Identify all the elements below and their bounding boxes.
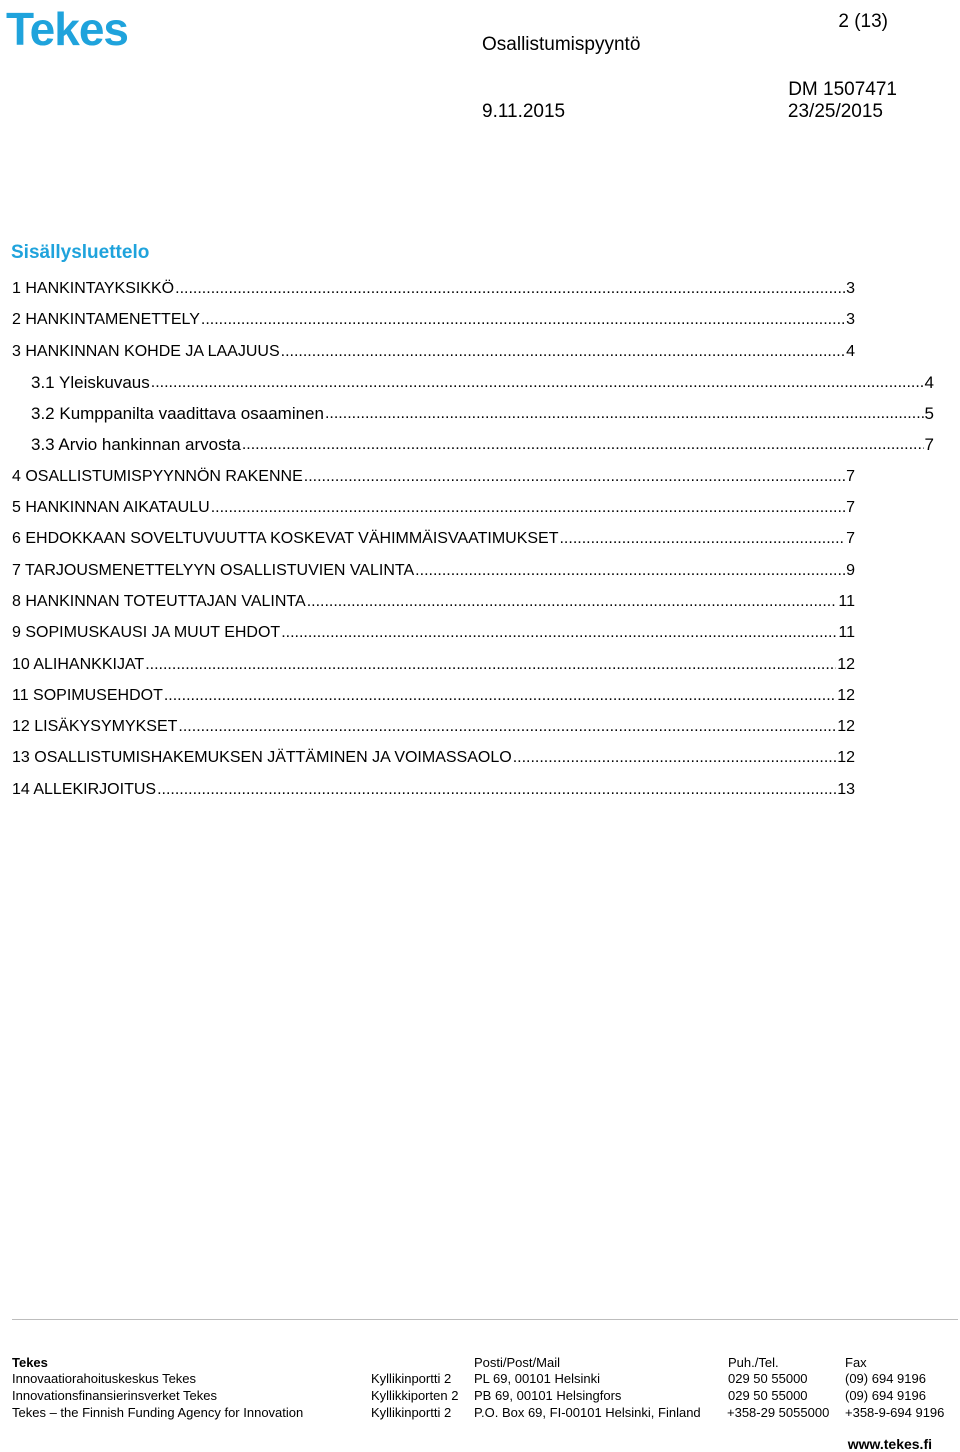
footer-mail: PB 69, 00101 Helsingfors <box>474 1388 622 1403</box>
toc-leader-dots <box>281 623 837 643</box>
toc-entry[interactable] <box>12 467 855 498</box>
toc-entry[interactable] <box>12 561 855 592</box>
toc-entry-label: 9 SOPIMUSKAUSI JA MUUT EHDOT <box>12 624 281 642</box>
toc-entry-page: 3 <box>846 311 855 329</box>
toc-leader-dots <box>164 686 836 706</box>
toc-leader-dots <box>325 404 924 424</box>
toc-leader-dots <box>151 373 924 393</box>
toc-entry-label: 3.1 Yleiskuvaus <box>31 372 150 392</box>
toc-leader-dots <box>157 780 836 800</box>
toc-entry-page: 12 <box>837 718 855 736</box>
toc-entry-page: 4 <box>924 372 934 392</box>
footer-fax-header: Fax <box>845 1355 867 1370</box>
toc-entry[interactable] <box>12 404 934 435</box>
toc-entry-page: 13 <box>837 780 855 798</box>
toc-entry-page: 11 <box>838 592 855 610</box>
toc-entry-page: 7 <box>846 499 855 517</box>
toc-leader-dots <box>145 655 836 675</box>
toc-entry-label: 6 EHDOKKAAN SOVELTUVUUTTA KOSKEVAT VÄHIMMÄISVAATIMUKSET <box>12 530 559 548</box>
toc-entry[interactable] <box>12 310 855 341</box>
toc-entry-page: 11 <box>838 624 855 642</box>
toc-entry-label: 3.3 Arvio hankinnan arvosta <box>31 435 241 455</box>
footer-phone: +358-29 5055000 <box>727 1405 830 1420</box>
toc-leader-dots <box>559 529 845 549</box>
tekes-logo: Tekes <box>6 3 129 55</box>
toc-entry-label: 12 LISÄKYSYMYKSET <box>12 718 178 736</box>
footer-org: Tekes – the Finnish Funding Agency for Innovation <box>12 1405 304 1420</box>
document-title: Osallistumispyyntö <box>482 34 641 55</box>
footer-phone: 029 50 55000 <box>728 1371 808 1386</box>
toc-entry[interactable] <box>12 748 855 779</box>
toc-entry[interactable] <box>12 342 855 373</box>
footer-fax: (09) 694 9196 <box>845 1371 926 1386</box>
toc-entry[interactable] <box>12 435 934 466</box>
toc-entry-label: 13 OSALLISTUMISHAKEMUKSEN JÄTTÄMINEN JA VOIMASSAOLO <box>12 749 512 767</box>
toc-entry[interactable] <box>12 717 855 748</box>
toc-entry-label: 4 OSALLISTUMISPYYNNÖN RAKENNE <box>12 467 303 485</box>
toc-entry-page: 12 <box>837 655 855 673</box>
footer-divider <box>12 1319 958 1320</box>
toc-entry[interactable] <box>12 623 855 654</box>
toc-leader-dots <box>211 498 845 518</box>
footer-fax: (09) 694 9196 <box>845 1388 926 1403</box>
page-number: 2 (13) <box>838 11 888 32</box>
toc-entry-page: 12 <box>837 686 855 704</box>
toc-entry[interactable] <box>12 592 855 623</box>
toc-entry-label: 5 HANKINNAN AIKATAULU <box>12 499 210 517</box>
toc-entry[interactable] <box>12 279 855 310</box>
toc-entry-page: 5 <box>924 404 934 424</box>
footer-mail: PL 69, 00101 Helsinki <box>474 1371 600 1386</box>
toc-entry-page: 3 <box>846 280 855 297</box>
footer-fax: +358-9-694 9196 <box>845 1405 945 1420</box>
table-of-contents <box>12 279 934 811</box>
toc-leader-dots <box>281 342 845 362</box>
toc-leader-dots <box>415 561 845 581</box>
footer-street: Kyllikinportti 2 <box>371 1371 452 1386</box>
footer-street: Kyllikkiporten 2 <box>371 1388 459 1403</box>
toc-entry-page: 9 <box>846 561 855 579</box>
toc-entry-page: 12 <box>837 749 855 767</box>
footer-mail-header: Posti/Post/Mail <box>474 1355 560 1370</box>
toc-entry[interactable] <box>12 655 855 686</box>
toc-entry[interactable] <box>12 498 855 529</box>
toc-leader-dots <box>178 717 836 737</box>
footer-phone-header: Puh./Tel. <box>728 1355 779 1370</box>
toc-entry-page: 7 <box>924 435 934 455</box>
toc-entry-label: 2 HANKINTAMENETTELY <box>12 311 200 329</box>
footer-org-label: Tekes <box>12 1355 48 1370</box>
toc-entry[interactable] <box>12 529 855 560</box>
toc-entry-page: 7 <box>846 530 855 548</box>
footer-mail: P.O. Box 69, FI-00101 Helsinki, Finland <box>474 1405 701 1420</box>
toc-heading: Sisällysluettelo <box>11 242 150 263</box>
toc-entry-label: 8 HANKINNAN TOTEUTTAJAN VALINTA <box>12 592 306 610</box>
document-date: 9.11.2015 <box>482 101 566 122</box>
document-reference: 23/25/2015 <box>787 101 883 122</box>
toc-entry-label: 3 HANKINNAN KOHDE JA LAAJUUS <box>12 342 280 360</box>
toc-entry-label: 14 ALLEKIRJOITUS <box>12 780 157 798</box>
toc-entry-label: 1 HANKINTAYKSIKKÖ <box>12 280 175 297</box>
toc-leader-dots <box>242 435 924 455</box>
toc-leader-dots <box>175 279 845 299</box>
toc-entry-page: 7 <box>846 467 855 485</box>
toc-entry-label: 7 TARJOUSMENETTELYYN OSALLISTUVIEN VALINTA <box>12 561 415 579</box>
toc-leader-dots <box>304 467 845 487</box>
footer-phone: 029 50 55000 <box>728 1388 808 1403</box>
website-link[interactable]: www.tekes.fi <box>847 1436 932 1452</box>
toc-entry-label: 3.2 Kumppanilta vaadittava osaaminen <box>31 404 324 424</box>
toc-entry-label: 11 SOPIMUSEHDOT <box>12 686 163 704</box>
document-id: DM 1507471 <box>788 79 897 100</box>
toc-entry-label: 10 ALIHANKKIJAT <box>12 655 145 673</box>
footer-org: Innovationsfinansierinsverket Tekes <box>12 1388 217 1403</box>
toc-entry[interactable] <box>12 373 934 404</box>
footer-street: Kyllikinportti 2 <box>371 1405 452 1420</box>
toc-entry-page: 4 <box>846 342 855 360</box>
toc-leader-dots <box>513 748 837 768</box>
toc-leader-dots <box>307 592 838 612</box>
toc-leader-dots <box>201 310 845 330</box>
toc-entry[interactable] <box>12 686 855 717</box>
toc-entry[interactable] <box>12 780 855 811</box>
footer-org: Innovaatiorahoituskeskus Tekes <box>12 1371 197 1386</box>
